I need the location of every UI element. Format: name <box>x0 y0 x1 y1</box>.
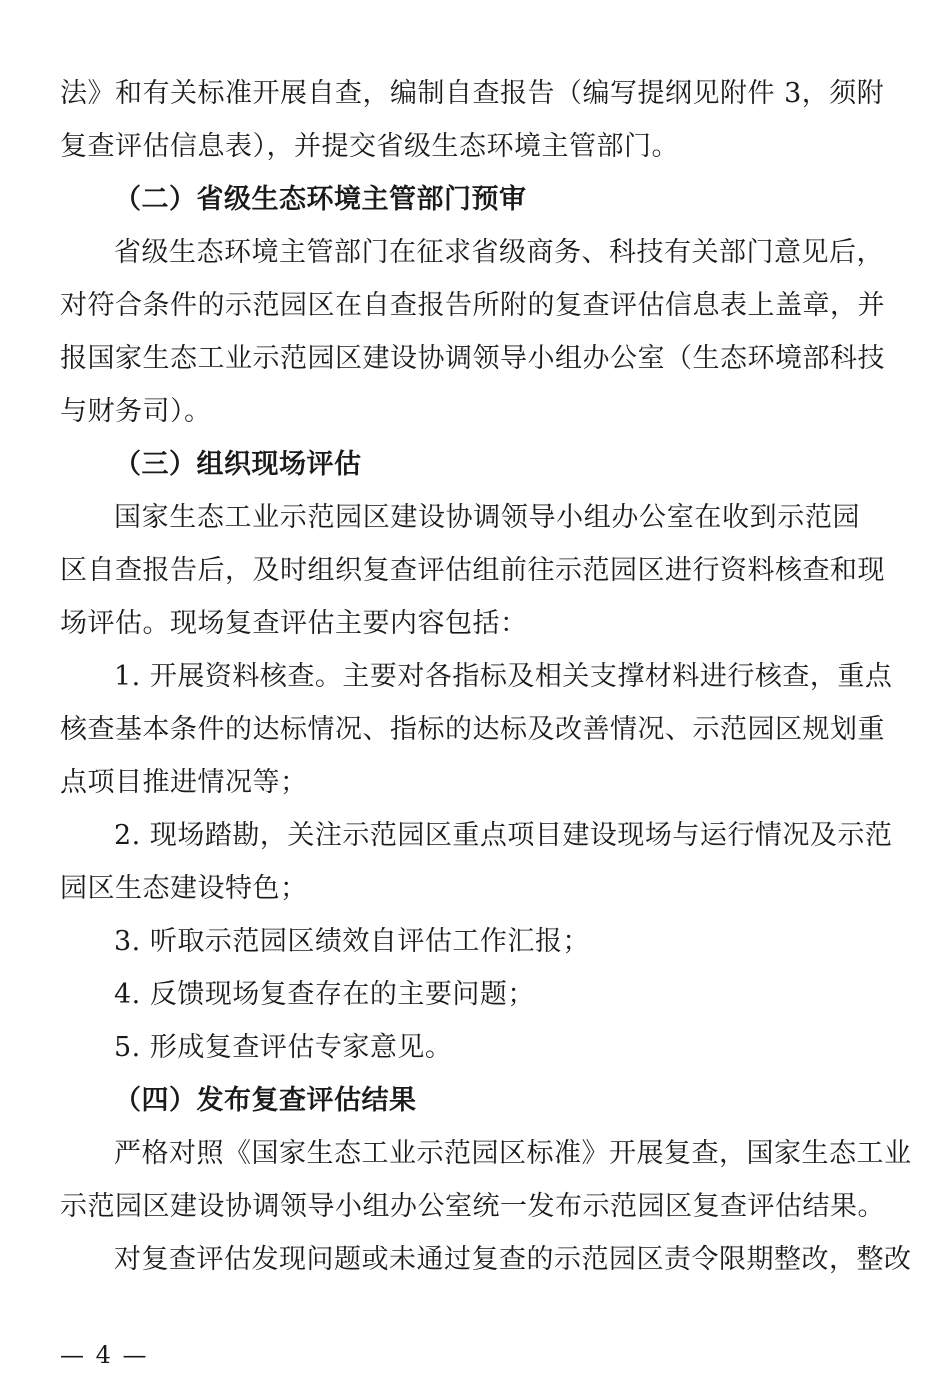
list-item: 3. 听取示范园区绩效自评估工作汇报； <box>114 926 590 957</box>
paragraph-line: 省级生态环境主管部门在征求省级商务、科技有关部门意见后， <box>114 237 884 268</box>
paragraph-line: 法》和有关标准开展自查，编制自查报告（编写提纲见附件 3，须附 <box>60 78 885 109</box>
list-item: 4. 反馈现场复查存在的主要问题； <box>114 979 535 1010</box>
paragraph-line: 报国家生态工业示范园区建设协调领导小组办公室（生态环境部科技 <box>60 343 885 374</box>
paragraph-line: 国家生态工业示范园区建设协调领导小组办公室在收到示范园 <box>114 502 860 533</box>
paragraph-line: 示范园区建设协调领导小组办公室统一发布示范园区复查评估结果。 <box>60 1191 885 1222</box>
section-heading: （三）组织现场评估 <box>114 449 362 480</box>
paragraph-line: 复查评估信息表），并提交省级生态环境主管部门。 <box>60 131 679 162</box>
paragraph-line: 点项目推进情况等； <box>60 767 308 798</box>
paragraph-line: 对复查评估发现问题或未通过复查的示范园区责令限期整改，整改 <box>114 1244 912 1275</box>
paragraph-line: 对符合条件的示范园区在自查报告所附的复查评估信息表上盖章，并 <box>60 290 885 321</box>
page-number: — 4 — <box>60 1341 149 1369</box>
paragraph-line: 场评估。现场复查评估主要内容包括： <box>60 608 528 639</box>
list-item: 2. 现场踏勘，关注示范园区重点项目建设现场与运行情况及示范 <box>114 820 893 851</box>
section-heading: （四）发布复查评估结果 <box>114 1085 417 1116</box>
section-heading: （二）省级生态环境主管部门预审 <box>114 184 527 215</box>
list-item: 1. 开展资料核查。主要对各指标及相关支撑材料进行核查，重点 <box>114 661 893 692</box>
paragraph-line: 区自查报告后，及时组织复查评估组前往示范园区进行资料核查和现 <box>60 555 885 586</box>
list-item: 5. 形成复查评估专家意见。 <box>114 1032 453 1063</box>
paragraph-line: 严格对照《国家生态工业示范园区标准》开展复查，国家生态工业 <box>114 1138 912 1169</box>
paragraph-line: 核查基本条件的达标情况、指标的达标及改善情况、示范园区规划重 <box>60 714 885 745</box>
paragraph-line: 园区生态建设特色； <box>60 873 308 904</box>
paragraph-line: 与财务司）。 <box>60 396 212 427</box>
